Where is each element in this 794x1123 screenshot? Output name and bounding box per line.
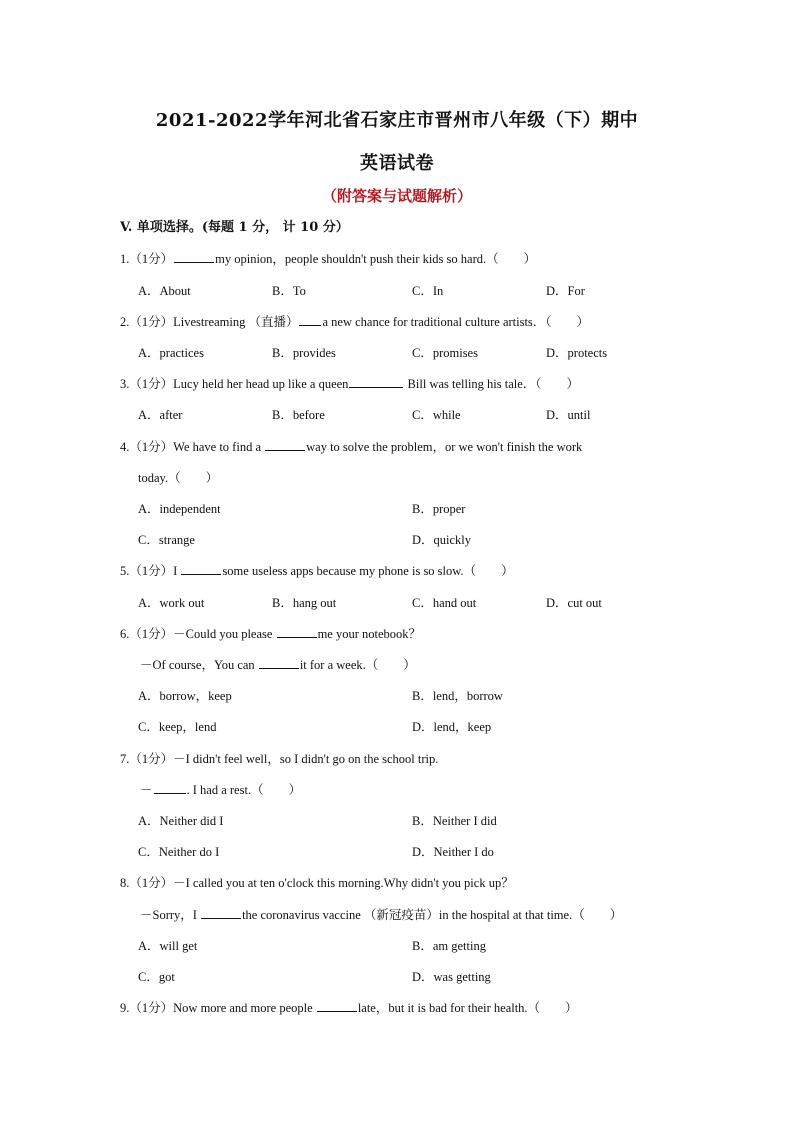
question-text: We have to find a	[173, 440, 265, 454]
question-6-continued	[140, 655, 416, 673]
option-b: B．lend，borrow	[412, 689, 503, 703]
question-text: I	[173, 564, 181, 578]
answer-blank	[174, 252, 214, 263]
exam-subtitle: （附答案与试题解析）	[321, 187, 472, 205]
question-7	[120, 749, 438, 767]
option-c: C．while	[412, 408, 461, 422]
option-c: C．promises	[412, 346, 478, 360]
option-a: A．work out	[138, 596, 205, 610]
option-a: A．after	[138, 408, 183, 422]
question-prefix: 9.（1分）	[120, 1001, 174, 1015]
question-prefix: 6.（1分）	[120, 627, 174, 641]
answer-blank	[277, 627, 317, 638]
question-text: Livestreaming （直播）	[173, 315, 299, 329]
question-text: late，but it is bad for their health.（ ）	[357, 1001, 578, 1015]
exam-title-line1: 2021-2022学年河北省石家庄市晋州市八年级（下）期中	[155, 110, 639, 131]
question-text: －Sorry，I	[140, 908, 201, 922]
question-7-continued	[140, 780, 301, 798]
option-b: B．before	[272, 408, 325, 422]
option-d: D．cut out	[546, 596, 602, 610]
option-c: C．Neither do I	[138, 845, 220, 859]
option-b: B．hang out	[272, 596, 337, 610]
question-prefix: 5.（1分）	[120, 564, 174, 578]
question-3	[120, 374, 579, 392]
question-4	[120, 437, 582, 455]
option-d: D．quickly	[412, 533, 472, 547]
section-heading: V. 单项选择。(每题 1 分， 计 10 分）	[120, 220, 349, 235]
question-text: some useless apps because my phone is so slow.（ ）	[222, 564, 514, 578]
question-5	[120, 561, 514, 579]
question-text: －Could you please	[173, 627, 276, 641]
option-c: C．got	[138, 970, 175, 984]
question-2	[120, 312, 589, 330]
question-text: it for a week.（ ）	[299, 658, 416, 672]
question-prefix: 7.（1分）	[120, 752, 174, 766]
option-d: D．Neither I do	[412, 845, 494, 859]
option-c: C．hand out	[412, 596, 477, 610]
question-text: Lucy held her head up like a queen	[173, 377, 349, 391]
question-text: . I had a rest.（ ）	[186, 783, 302, 797]
option-a: A．practices	[138, 346, 204, 360]
question-1	[120, 249, 536, 267]
option-a: A．About	[138, 284, 191, 298]
answer-blank	[201, 908, 241, 919]
question-text: the coronavirus vaccine （新冠疫苗）in the hospital at that time.（ ）	[242, 908, 623, 922]
answer-blank	[265, 440, 305, 451]
question-text: me your notebook？	[317, 627, 422, 641]
question-prefix: 2.（1分）	[120, 315, 174, 329]
question-text: Now more and more people	[173, 1001, 316, 1015]
option-a: A．independent	[138, 502, 221, 516]
answer-blank	[154, 783, 186, 794]
answer-blank	[259, 658, 299, 669]
option-b: B．proper	[412, 502, 466, 516]
option-d: D．until	[546, 408, 591, 422]
option-d: D．protects	[546, 346, 608, 360]
question-8-continued	[140, 905, 622, 923]
question-text: －I didn't feel well，so I didn't go on the school trip.	[173, 752, 439, 766]
option-b: B．provides	[272, 346, 336, 360]
question-prefix: 3.（1分）	[120, 377, 174, 391]
option-c: C．keep，lend	[138, 720, 217, 734]
question-text: my opinion，people shouldn't push their kids so hard.（ ）	[215, 252, 537, 266]
question-text: way to solve the problem，or we won't finish the work	[306, 440, 583, 454]
question-prefix: 1.（1分）	[120, 252, 174, 266]
question-8	[120, 873, 514, 891]
answer-blank	[317, 1001, 357, 1012]
question-prefix: 4.（1分）	[120, 440, 174, 454]
option-a: A．Neither did I	[138, 814, 224, 828]
answer-blank	[181, 564, 221, 575]
option-b: B．Neither I did	[412, 814, 497, 828]
option-c: C．In	[412, 284, 444, 298]
answer-blank	[349, 377, 403, 388]
option-a: A．borrow，keep	[138, 689, 232, 703]
question-9	[120, 998, 578, 1016]
option-b: B．am getting	[412, 939, 486, 953]
question-text: Bill was telling his tale．（ ）	[404, 377, 580, 391]
option-d: D．For	[546, 284, 585, 298]
option-d: D．lend，keep	[412, 720, 492, 734]
answer-blank	[299, 315, 321, 326]
question-text: －I called you at ten o'clock this morning.Why didn't you pick up？	[173, 876, 514, 890]
option-d: D．was getting	[412, 970, 491, 984]
option-b: B．To	[272, 284, 306, 298]
question-text: －Of course，You can	[140, 658, 258, 672]
question-text: a new chance for traditional culture artists．（ ）	[322, 315, 590, 329]
question-6	[120, 624, 421, 642]
exam-title-line2: 英语试卷	[360, 153, 434, 174]
option-a: A．will get	[138, 939, 198, 953]
question-prefix: 8.（1分）	[120, 876, 174, 890]
question-text: －	[140, 783, 153, 797]
question-4-continued: today.（ ）	[138, 471, 219, 485]
option-c: C．strange	[138, 533, 195, 547]
